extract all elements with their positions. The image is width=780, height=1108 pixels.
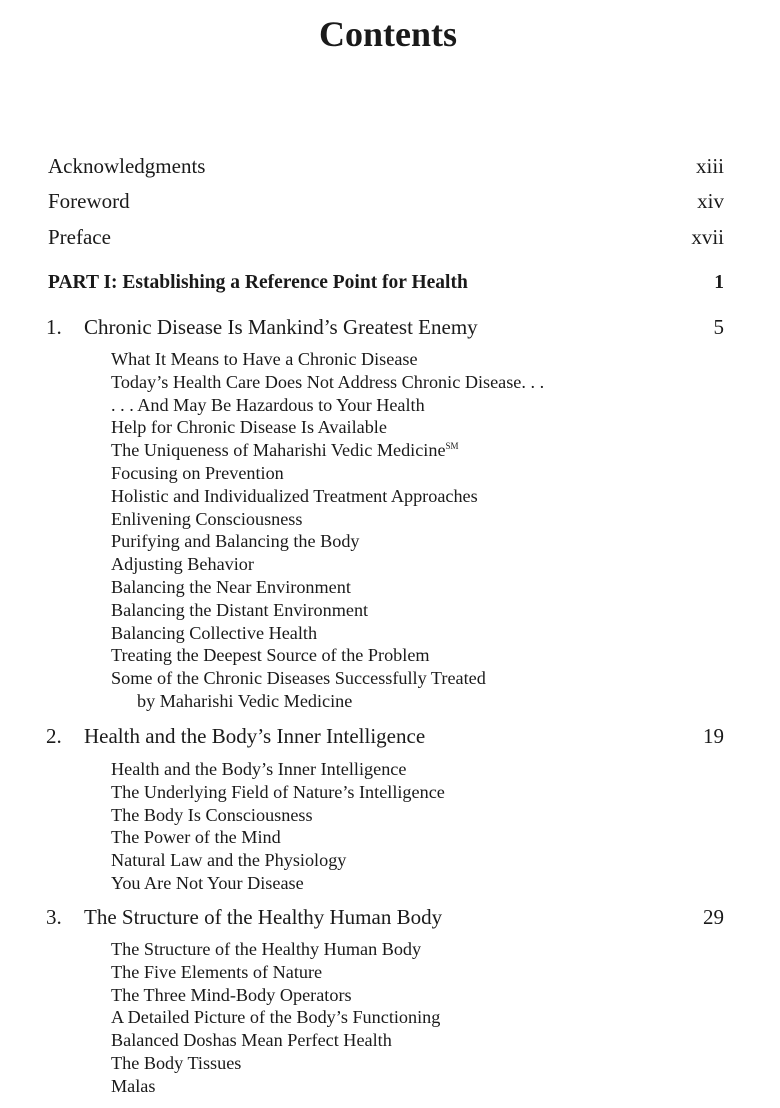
section-item[interactable]: Natural Law and the Physiology xyxy=(111,850,347,871)
toc-entry-page: xiii xyxy=(695,154,724,178)
section-item[interactable]: Treating the Deepest Source of the Problem xyxy=(111,645,430,666)
chapter-title: Chronic Disease Is Mankind’s Greatest Enemy xyxy=(84,315,478,339)
section-item[interactable]: Balanced Doshas Mean Perfect Health xyxy=(111,1030,392,1051)
section-item[interactable]: You Are Not Your Disease xyxy=(111,872,304,893)
toc-entry-preface[interactable] xyxy=(0,224,780,250)
chapter-1-sections xyxy=(111,348,731,713)
chapter-page: 29 xyxy=(703,905,724,929)
toc-part-page: 1 xyxy=(714,272,724,293)
section-item[interactable]: A Detailed Picture of the Body’s Functioning xyxy=(111,1007,441,1028)
toc-entry-label: Preface xyxy=(48,225,111,249)
section-item[interactable]: The Three Mind-Body Operators xyxy=(111,984,352,1005)
chapter-2-sections xyxy=(111,758,731,895)
toc-entry-page: xiv xyxy=(697,189,724,213)
section-item[interactable]: Help for Chronic Disease Is Available xyxy=(111,417,387,438)
chapter-number: 2. xyxy=(46,724,62,748)
toc-entry-foreword[interactable] xyxy=(0,188,780,214)
toc-part-label: PART I: Establishing a Reference Point for Health xyxy=(48,272,468,293)
chapter-number: 3. xyxy=(46,905,62,929)
toc-entry-label: Foreword xyxy=(48,189,130,213)
section-item[interactable]: Enlivening Consciousness xyxy=(111,508,303,529)
chapter-page: 5 xyxy=(713,315,724,339)
section-item[interactable]: Today’s Health Care Does Not Address Chronic Disease. . . xyxy=(111,371,545,392)
section-item[interactable]: Balancing the Distant Environment xyxy=(111,599,369,620)
toc-entry-label: Acknowledgments xyxy=(48,154,206,178)
section-item-continuation[interactable]: by Maharishi Vedic Medicine xyxy=(137,690,353,711)
section-item[interactable]: The Structure of the Healthy Human Body xyxy=(111,939,422,959)
chapter-number: 1. xyxy=(46,315,62,339)
section-item[interactable]: Holistic and Individualized Treatment Approaches xyxy=(111,485,478,506)
section-item[interactable]: Malas xyxy=(111,1075,156,1096)
section-item[interactable]: Balancing Collective Health xyxy=(111,622,318,643)
service-mark: SM xyxy=(445,441,459,452)
section-item[interactable]: Purifying and Balancing the Body xyxy=(111,531,360,552)
page-title: Contents xyxy=(318,14,457,54)
toc-entry-page: xvii xyxy=(691,225,724,249)
toc-chapter-3[interactable] xyxy=(0,904,780,930)
section-item[interactable]: . . . And May Be Hazardous to Your Health xyxy=(111,394,425,415)
section-item[interactable]: The Five Elements of Nature xyxy=(111,961,323,982)
section-item-text: The Uniqueness of Maharishi Vedic Medicine xyxy=(111,440,446,461)
section-item[interactable]: Health and the Body’s Inner Intelligence xyxy=(111,759,407,779)
chapter-title: Health and the Body’s Inner Intelligence xyxy=(84,724,426,748)
section-item[interactable]: Focusing on Prevention xyxy=(111,462,284,483)
toc-part-1[interactable] xyxy=(0,270,780,296)
section-item[interactable]: The Body Tissues xyxy=(111,1052,242,1073)
chapter-page: 19 xyxy=(703,724,724,748)
section-item[interactable]: Adjusting Behavior xyxy=(111,554,254,575)
toc-entry-acknowledgments[interactable] xyxy=(0,153,780,179)
toc-chapter-1[interactable] xyxy=(0,314,780,340)
section-item[interactable] xyxy=(111,439,731,462)
section-item[interactable]: The Power of the Mind xyxy=(111,827,281,848)
section-item[interactable]: Balancing the Near Environment xyxy=(111,576,351,597)
chapter-3-sections xyxy=(111,938,731,1098)
section-item[interactable]: The Body Is Consciousness xyxy=(111,804,313,825)
section-item[interactable]: Some of the Chronic Diseases Successfully Treated xyxy=(111,668,486,689)
chapter-title: The Structure of the Healthy Human Body xyxy=(84,905,443,929)
section-item[interactable]: The Underlying Field of Nature’s Intelligence xyxy=(111,781,445,802)
toc-chapter-2[interactable] xyxy=(0,723,780,749)
section-item[interactable]: What It Means to Have a Chronic Disease xyxy=(111,349,418,369)
